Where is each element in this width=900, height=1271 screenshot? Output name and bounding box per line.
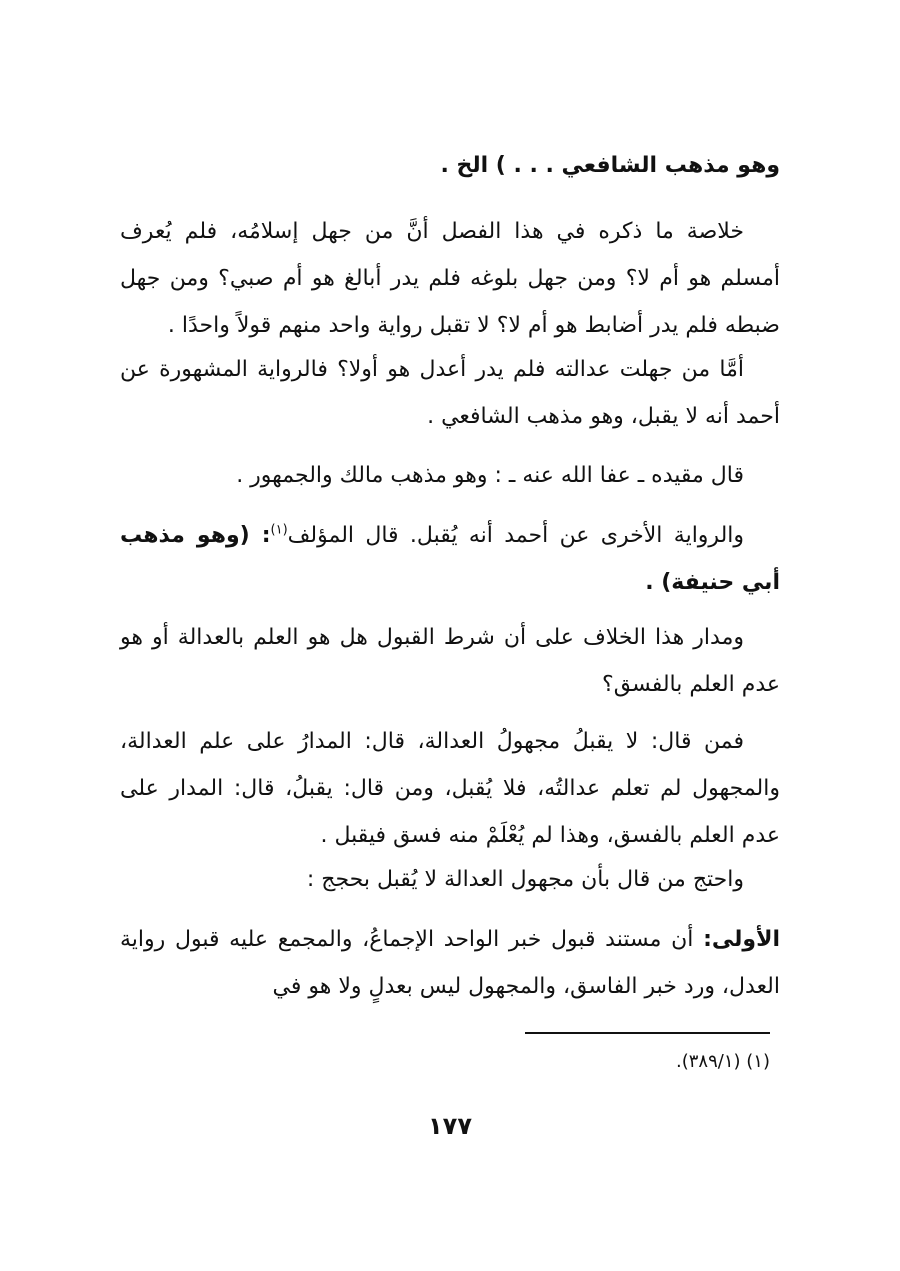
first-argument-label: الأولى: xyxy=(703,927,780,952)
paragraph-unknown-integrity: أمَّا من جهلت عدالته فلم يدر أعدل هو أولا؟ فالرواية المشهورة عن أحمد أنه لا يقبل، وهو مذهب الشافعي . xyxy=(120,357,780,429)
paragraph-arguments-intro: واحتج من قال بأن مجهول العدالة لا يُقبل بحجج : xyxy=(306,867,744,892)
paragraph-positions: فمن قال: لا يقبلُ مجهولُ العدالة، قال: المدارُ على علم العدالة، والمجهول لم تعلم عدالتُه، فلا يُقبل، ومن قال: يقبلُ، قال: المدار على عدم العلم بالفسق، وهذا لم يُعْلَمْ منه فسق فيقبل . xyxy=(120,729,780,848)
paragraph-basis-of-dispute: ومدار هذا الخلاف على أن شرط القبول هل هو العلم بالعدالة أو هو عدم العلم بالفسق؟ xyxy=(120,625,780,697)
paragraph-other-narration-text: والرواية الأخرى عن أحمد أنه يُقبل. قال المؤلف xyxy=(287,523,745,548)
paragraph-other-narration xyxy=(120,512,780,606)
paragraph-continuation: وهو مذهب الشافعي . . . ) الخ . xyxy=(440,153,780,178)
footnote: (١) (٣٨٩/١). xyxy=(676,1051,770,1072)
first-argument-text: أن مستند قبول خبر الواحد الإجماعُ، والمجمع عليه قبول رواية العدل، ورد خبر الفاسق، والمجهول ليس بعدلٍ ولا هو في xyxy=(120,927,780,999)
paragraph-author-note: قال مقيده ـ عفا الله عنه ـ : وهو مذهب مالك والجمهور . xyxy=(236,463,744,488)
paragraph-first-argument xyxy=(120,916,780,1010)
footnote-reference: (١) xyxy=(270,522,288,538)
paragraph-summary: خلاصة ما ذكره في هذا الفصل أنَّ من جهل إسلامُه، فلم يُعرف أمسلم هو أم لا؟ ومن جهل بلوغه فلم يدر أبالغ هو أم صبي؟ ومن جهل ضبطه فلم يدر أضابط هو أم لا؟ لا تقبل رواية واحد منهم قولاً واحدًا . xyxy=(120,219,780,338)
footnote-separator xyxy=(525,1032,770,1034)
page-number: ١٧٧ xyxy=(428,1112,472,1140)
paragraph-other-narration-quote: : (وهو مذهب أبي حنيفة) . xyxy=(120,523,780,595)
